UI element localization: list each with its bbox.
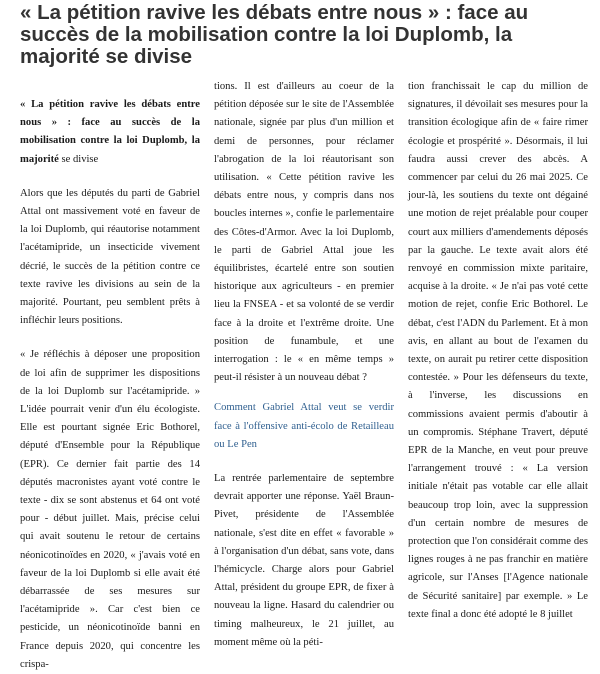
lead-rest-text: se divise	[58, 153, 99, 165]
body-paragraph: tion franchissait le cap du million de signatures, il dévoilait ses mesures pour la transition écologique afin de « faire rimer écologie et prospérité ». Désormais, il lui faudra aussi crever des abcès. A commencer par celui du 26 mai 2025. Ce jour-là, les soutiens du texte ont dégainé une motion de rejet préalable pour couper court aux milliers d'amendements déposés par la gauche. Le texte avait alors été renvoyé en commission mixte paritaire, acquise à la droite. « Je n'ai pas voté cette motion de rejet, confie Eric Bothorel. Le débat, c'est l'ADN du Parlement. Et à mon avis, en allant au bout de l'examen du texte, on aurait pu retirer cette disposition contestée. » Pour les défenseurs du texte, à l'inverse, les discussions en commissions avaient permis d'aboutir à un compromis. Stéphane Travert, député EPR de la Manche, en veut pour preuve l'arrangement trouvé : « La version initiale n'était pas votable car elle allait beaucoup trop loin, avec la suppression d'un certain nombre de mesures de protection que l'on considérait comme des lignes rouges à ne pas franchir en matière agricole, sur l'Anses [l'Agence nationale de Sécurité sanitaire] par exemple. » Le texte final a donc été adopté le 8 juillet	[408, 81, 588, 620]
lead-paragraph	[20, 96, 200, 169]
lead-bold-text: « La pétition ravive les débats entre nous » : face au succès de la mobilisation contre la loi Duplomb, la majorité	[20, 99, 200, 165]
column-3	[408, 78, 588, 624]
body-paragraph: tions. Il est d'ailleurs au coeur de la pétition déposée sur le site de l'Assemblée nationale, signée par plus d'un million et demi de personnes, pour réclamer l'abrogation de la loi réautorisant son utilisation. « Cette pétition ravive les débats entre nous, y compris dans nos boucles internes », confie le parlementaire des Côtes-d'Armor. Avec la loi Duplomb, le parti de Gabriel Attal joue les équilibristes, écartelé entre son soutien historique aux agriculteurs - en premier lieu la FNSEA - et sa volonté de se verdir face à la droite et l'extrême droite. Une position de funambule, et une interrogation : le « en même temps » peut-il résister à un nouveau débat ?	[214, 81, 394, 384]
column-2	[214, 78, 394, 652]
article-headline: « La pétition ravive les débats entre nous » : face au succès de la mobilisation contre la loi Duplomb, la majorité se divise	[20, 1, 529, 68]
body-paragraph: « Je réfléchis à déposer une proposition de loi afin de supprimer les dispositions de la loi Duplomb sur l'acétamipride. » L'idée pourrait venir d'un élu écologiste. Elle est pourtant signée Eric Bothorel, député d'Ensemble pour la République (EPR). Ce dernier fait partie des 14 députés macronistes ayant voté contre le texte - dix se sont abstenus et 64 ont voté pour - début juillet. Mais, précise celui qui avait soutenu le retour de certains néonicotinoïdes en 2020, « j'avais voté en faveur de la loi Duplomb si elle avait été débarrassée de ses mesures sur l'acétamipride ». Car c'est bien ce pesticide, un néonicotinoïde banni en France depuis 2020, qui concentre les crispa-	[20, 349, 200, 670]
body-paragraph: La rentrée parlementaire de septembre devrait apporter une réponse. Yaël Braun-Pivet, présidente de l'Assemblée nationale, s'est dite en effet « favorable » à l'organisation d'un débat, sans vote, dans l'hémicycle. Charge alors pour Gabriel Attal, président du groupe EPR, de fixer à nouveau la ligne. Hasard du calendrier ou timing malheureux, le 21 juillet, au moment même où la péti-	[214, 473, 394, 648]
body-paragraph: Alors que les députés du parti de Gabriel Attal ont massivement voté en faveur de la loi Duplomb, qui réautorise notamment l'acétamipride, un insecticide vivement décrié, le succès de la pétition contre ce texte ravive les divisions au sein de la majorité. Pourtant, peu semblent prêts à infléchir leurs positions.	[20, 187, 200, 327]
column-1	[20, 96, 200, 674]
related-article-link[interactable]: Comment Gabriel Attal veut se verdir face à l'offensive anti-écolo de Retailleau ou Le Pen	[214, 402, 394, 450]
